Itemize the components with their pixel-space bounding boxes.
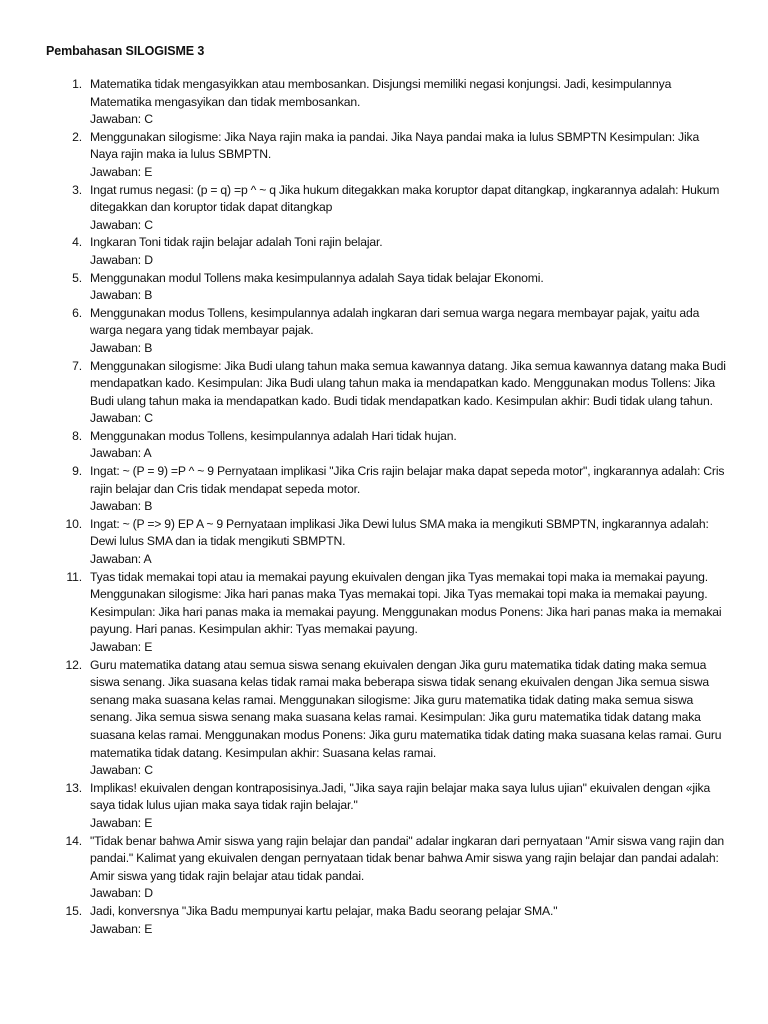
item-answer: Jawaban: E xyxy=(90,164,153,179)
item-answer: Jawaban: B xyxy=(90,499,153,514)
list-item xyxy=(0,270,726,305)
item-answer: Jawaban: D xyxy=(90,252,153,267)
item-answer: Jawaban: B xyxy=(90,340,153,355)
item-number: 3. xyxy=(72,182,82,197)
item-number: 7. xyxy=(72,358,82,373)
list-item xyxy=(0,129,726,182)
item-answer: Jawaban: B xyxy=(90,288,153,303)
item-number: 4. xyxy=(72,235,82,250)
list-item xyxy=(0,428,726,463)
list-item xyxy=(0,516,726,569)
item-number: 14. xyxy=(65,833,82,848)
list-item xyxy=(0,657,726,780)
list-item xyxy=(0,76,726,129)
list-item xyxy=(0,463,726,516)
item-explanation: Ingat rumus negasi: (p = q) =p ^ ~ q Jika hukum ditegakkan maka koruptor dapat ditangkap, ingkarannya adalah: Hukum ditegakkan dan koruptor tidak dapat ditangkap xyxy=(90,182,720,215)
item-explanation: "Tidak benar bahwa Amir siswa yang rajin belajar dan pandai" adalar ingkaran dari pernyataan "Amir siswa vang rajin dan pandai." Kalimat yang ekuivalen dengan pernyataan tidak benar bahwa Amir siswa yang rajin belajar dan pandai adalah: Amir siswa yang tidak rajin belajar atau tidak pandai. xyxy=(90,833,724,883)
item-number: 9. xyxy=(72,464,82,479)
item-explanation: Implikas! ekuivalen dengan kontraposisinya.Jadi, "Jika saya rajin belajar maka saya lulus ujian" ekuivalen dengan «jika saya tidak lulus ujian maka saya tidak rajin belajar." xyxy=(90,780,711,813)
item-number: 11. xyxy=(66,569,82,584)
item-explanation: Menggunakan modus Tollens, kesimpulannya adalah ingkaran dari semua warga negara membayar pajak, yaitu ada warga negara yang tidak membayar pajak. xyxy=(90,305,700,338)
item-explanation: Tyas tidak memakai topi atau ia memakai payung ekuivalen dengan jika Tyas memakai topi maka ia memakai payung. Menggunakan silogisme: Jika hari panas maka Tyas memakai topi. Jika Tyas memakai topi maka ia memakai payung. Kesimpulan: Jika hari panas maka ia memakai payung. Menggunakan modus Ponens: Jika hari panas maka ia memakai payung. Hari panas. Kesimpulan akhir: Tyas memakai payung. xyxy=(90,569,722,637)
item-explanation: Matematika tidak mengasyikkan atau membosankan. Disjungsi memiliki negasi konjungsi. Jadi, kesimpulannya Matematika mengasyikan dan tidak membosankan. xyxy=(90,77,672,109)
item-number: 13. xyxy=(65,780,82,795)
item-number: 8. xyxy=(72,428,82,443)
item-explanation: Menggunakan modus Tollens, kesimpulannya adalah Hari tidak hujan. xyxy=(90,428,457,443)
list-item xyxy=(0,182,726,235)
item-explanation: Menggunakan silogisme: Jika Naya rajin maka ia pandai. Jika Naya pandai maka ia lulus SBMPTN Kesimpulan: Jika Naya rajin maka ia lulus SBMPTN. xyxy=(90,129,700,162)
item-answer: Jawaban: D xyxy=(90,886,153,901)
item-answer: Jawaban: A xyxy=(90,552,152,567)
item-number: 12. xyxy=(65,657,82,672)
item-answer: Jawaban: C xyxy=(90,411,153,426)
item-answer: Jawaban: E xyxy=(90,640,153,654)
item-answer: Jawaban: C xyxy=(90,112,153,127)
item-number: 6. xyxy=(72,305,82,320)
item-explanation: Ingkaran Toni tidak rajin belajar adalah Toni rajin belajar. xyxy=(90,235,383,250)
item-explanation: Guru matematika datang atau semua siswa senang ekuivalen dengan Jika guru matematika tidak dating maka semua siswa senang. Jika suasana kelas tidak ramai maka beberapa siswa tidak senang ekuivalen dengan Jika semua siswa senang maka suasana kelas ramai. Menggunakan silogisme: Jika guru matematika tidak dating maka semua siswa senang. Jika semua siswa senang maka suasana kelas ramai. Kesimpulan: Jika guru matematika tidak datang maka suasana kelas ramai. Menggunakan modus Ponens: Jika guru matematika tidak dating maka suasana kelas ramai. Guru matematika tidak datang. Kesimpulan akhir: Suasana kelas ramai. xyxy=(90,657,722,760)
item-number: 10. xyxy=(65,516,82,531)
item-answer: Jawaban: C xyxy=(90,217,153,232)
list-item xyxy=(0,833,726,903)
list-item xyxy=(0,903,726,938)
item-number: 15. xyxy=(65,903,82,918)
item-number: 2. xyxy=(72,129,82,144)
item-explanation: Jadi, konversnya "Jika Badu mempunyai kartu pelajar, maka Badu seorang pelajar SMA." xyxy=(90,903,558,918)
document-title: Pembahasan SILOGISME 3 xyxy=(46,44,205,58)
item-number: 5. xyxy=(72,270,82,285)
answer-list xyxy=(0,76,768,938)
item-answer: Jawaban: E xyxy=(90,921,153,936)
item-answer: Jawaban: A xyxy=(90,446,152,461)
list-item xyxy=(0,358,726,428)
list-item xyxy=(0,780,726,833)
item-explanation: Ingat: ~ (P => 9) EP A ~ 9 Pernyataan implikasi Jika Dewi lulus SMA maka ia mengikuti SBMPTN, ingkarannya adalah: Dewi lulus SMA dan ia tidak mengikuti SBMPTN. xyxy=(90,516,709,549)
item-explanation: Ingat: ~ (P = 9) =P ^ ~ 9 Pernyataan implikasi "Jika Cris rajin belajar maka dapat sepeda motor", ingkarannya adalah: Cris rajin belajar dan Cris tidak mendapat sepeda motor. xyxy=(90,464,725,496)
item-explanation: Menggunakan modul Tollens maka kesimpulannya adalah Saya tidak belajar Ekonomi. xyxy=(90,270,544,285)
item-answer: Jawaban: E xyxy=(90,815,153,830)
item-number: 1. xyxy=(72,77,82,91)
list-item xyxy=(0,305,726,358)
item-answer: Jawaban: C xyxy=(90,763,153,778)
list-item xyxy=(0,569,726,657)
list-item xyxy=(0,234,726,269)
item-explanation: Menggunakan silogisme: Jika Budi ulang tahun maka semua kawannya datang. Jika semua kawannya datang maka Budi mendapatkan kado. Kesimpulan: Jika Budi ulang tahun maka ia mendapatkan kado. Menggunakan modus Tollens: Jika Budi ulang tahun maka ia mendapatkan kado. Budi tidak mendapatkan kado. Kesimpulan akhir: Budi tidak ulang tahun. xyxy=(90,358,726,408)
